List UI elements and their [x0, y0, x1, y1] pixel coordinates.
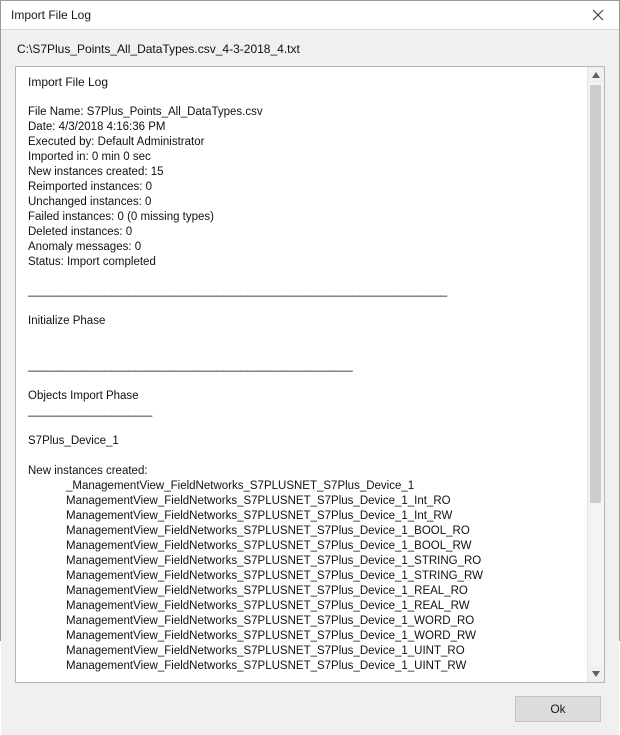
log-panel: [15, 66, 605, 683]
log-line: Imported in: 0 min 0 sec: [28, 151, 151, 163]
log-section-initialize: Initialize Phase: [28, 315, 106, 327]
log-line: New instances created: 15: [28, 166, 164, 178]
title-bar: [1, 1, 619, 30]
dialog-footer: [1, 683, 619, 735]
log-instance: ManagementView_FieldNetworks_S7PLUSNET_S7Plus_Device_1_BOOL_RO: [66, 525, 470, 537]
log-section-objects: Objects Import Phase: [28, 390, 139, 402]
log-line: Failed instances: 0 (0 missing types): [28, 211, 214, 223]
log-text-area: [16, 67, 587, 682]
log-device-name: S7Plus_Device_1: [28, 435, 119, 447]
log-line: Status: Import completed: [28, 256, 156, 268]
close-icon[interactable]: [577, 1, 619, 28]
log-instance: ManagementView_FieldNetworks_S7PLUSNET_S7Plus_Device_1_UINT_RW: [66, 660, 467, 672]
scroll-up-icon[interactable]: [588, 67, 604, 83]
log-line: Reimported instances: 0: [28, 181, 153, 193]
log-separator: _______________________________________________________________________: [28, 285, 447, 297]
log-line: Unchanged instances: 0: [28, 196, 152, 208]
ok-button[interactable]: Ok: [515, 696, 601, 722]
scrollbar-thumb[interactable]: [590, 85, 601, 503]
scroll-down-icon[interactable]: [588, 666, 604, 682]
spacer: [28, 270, 577, 284]
scrollbar-track[interactable]: [588, 505, 604, 666]
window-title: Import File Log: [11, 8, 92, 22]
spacer: [28, 449, 577, 464]
spacer: [28, 419, 577, 434]
log-scrollbar[interactable]: [587, 67, 604, 682]
log-line: File Name: S7Plus_Points_All_DataTypes.csv: [28, 106, 263, 118]
log-separator: _______________________________________________________: [28, 360, 353, 372]
log-line: Anomaly messages: 0: [28, 241, 142, 253]
log-separator: _____________________: [28, 405, 152, 417]
log-instance: ManagementView_FieldNetworks_S7PLUSNET_S7Plus_Device_1_Int_RW: [66, 510, 453, 522]
spacer: [28, 329, 577, 344]
log-instance: ManagementView_FieldNetworks_S7PLUSNET_S7Plus_Device_1_UINT_RO: [66, 645, 465, 657]
log-instance: ManagementView_FieldNetworks_S7PLUSNET_S7Plus_Device_1_STRING_RO: [66, 555, 482, 567]
log-instance: ManagementView_FieldNetworks_S7PLUSNET_S7Plus_Device_1_STRING_RW: [66, 570, 483, 582]
log-instance: ManagementView_FieldNetworks_S7PLUSNET_S7Plus_Device_1_WORD_RO: [66, 615, 475, 627]
log-file-path: C:\S7Plus_Points_All_DataTypes.csv_4-3-2018_4.txt: [17, 42, 300, 56]
log-instance: ManagementView_FieldNetworks_S7PLUSNET_S7Plus_Device_1_Int_RO: [66, 495, 451, 507]
spacer: [28, 374, 577, 389]
log-line: Deleted instances: 0: [28, 226, 133, 238]
log-line: Date: 4/3/2018 4:16:36 PM: [28, 121, 166, 133]
spacer: [28, 299, 577, 314]
log-instance: _ManagementView_FieldNetworks_S7PLUSNET_S7Plus_Device_1: [66, 480, 415, 492]
log-new-instances-label: New instances created:: [28, 465, 148, 477]
log-instance: ManagementView_FieldNetworks_S7PLUSNET_S7Plus_Device_1_REAL_RO: [66, 585, 468, 597]
log-instance: ManagementView_FieldNetworks_S7PLUSNET_S7Plus_Device_1_BOOL_RW: [66, 540, 472, 552]
log-instance: ManagementView_FieldNetworks_S7PLUSNET_S7Plus_Device_1_WORD_RW: [66, 630, 476, 642]
log-heading: Import File Log: [28, 75, 109, 89]
spacer: [28, 344, 577, 359]
dialog-content: [1, 30, 619, 735]
log-instance: ManagementView_FieldNetworks_S7PLUSNET_S7Plus_Device_1_REAL_RW: [66, 600, 470, 612]
log-line: Executed by: Default Administrator: [28, 136, 205, 148]
